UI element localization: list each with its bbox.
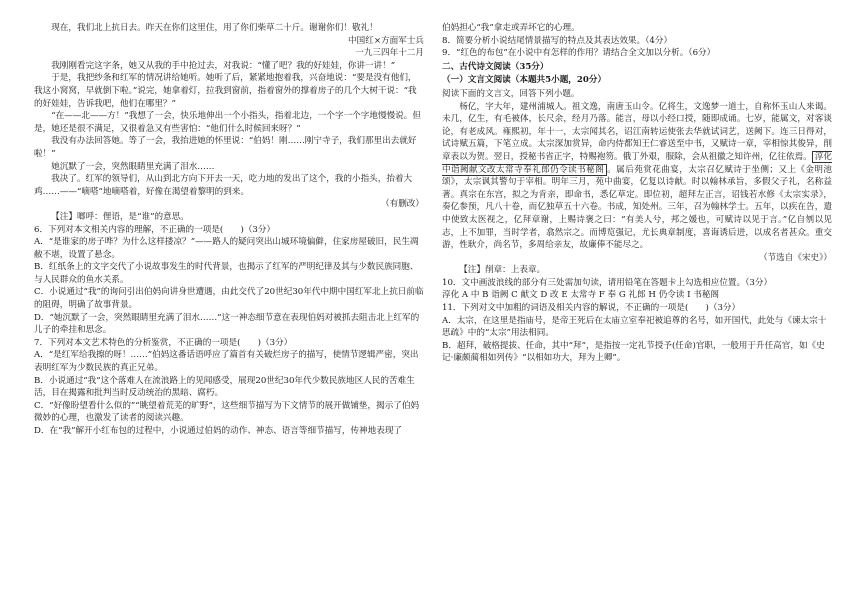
passage-part-1: 杨亿，字大年，建州浦城人。祖文逸，南唐玉山令。亿将生，文逸梦一道士，自称怀玉山人来谒。未几，亿生，有毛被体，长尺余，经月乃落。能言，母以小经口授，随即成诵。七岁，能属文，对客谈论，有老成风。雍熙初，年十一，太宗闻其名，诏江南转运使张去华就试词艺，送阙下。连三日得对，试诗赋五篇，下笔立成。太宗深加赏异，命内侍都知王仁睿送至中书，又赋诗一章，宰相惊其俊异，削章表以为贺。翌日，授秘书省正字，特赐袍笏。俄丁外艰，服除，会从祖徽之知许州，亿往依焉。	[442, 101, 832, 162]
q7-option-c: C．“好像盼望看什么似的”“眺望着荒芜的旷野”，这些细节描写为下文情节的展开做铺垫，揭示了伯妈微妙的心理，也激发了读者的阅读兴趣。	[34, 400, 420, 424]
passage-source: （节选自《宋史》）	[758, 252, 832, 263]
reading-instruction: 阅读下面的文言文，回答下列小题。	[442, 88, 580, 99]
story-paragraph-5: 她沉默了一会，突然眼睛里充满了泪水……	[51, 161, 215, 172]
passage-note: 【注】削章：上表章。	[459, 265, 546, 276]
question-6: 6．下列对本文相关内容的理解，不正确的一项是( )（3分）	[34, 224, 276, 235]
letter-text: 现在，我们北上抗日去。昨天在你们这里住，用了你们柴草二十斤。谢谢你们！敬礼！	[51, 23, 378, 33]
q6-option-a: A．“是谁家的房子哗？为什么这样搂凉？”——路人的疑问突出山城环境偏僻，住家房屋破旧，民生凋敝不堪，设置了悬念。	[34, 237, 419, 260]
q6-option-c: C．小说通过“我”的询问引出伯妈向讲身世遭遇，由此交代了20世纪30年代中期中国红军北上抗日前临的阻碍，明确了故事背景。	[34, 287, 424, 311]
story-paragraph-4: 我没有办法回答她。等了一会，我抬进她的怀里说：“伯妈！刚……刚宁寺子，我们那里出去就好啦！”	[34, 136, 417, 159]
letter-signature: 中国红×方面军士兵	[348, 35, 424, 46]
wavy-underlined-sentence: 淳化中诣阙献文改太常寺奉礼郎仍令读书秘阁	[442, 151, 832, 175]
story-paragraph-1: 我刚刚看完这字条，她又从我的手中抢过去，对我说：“懂了吧？我的好娃娃，你讲一讲！”	[51, 60, 396, 71]
question-8: 8．简要分析小说结尾情景描写的特点及其表达效果。（4分）	[442, 35, 673, 46]
question-10: 10．文中画波浪线的部分有三处需加句读，请用铅笔在答题卡上勾选相应位置。（3分）	[442, 277, 773, 288]
right-column	[442, 22, 832, 365]
q6-option-b: B．红纸条上的文字交代了小说故事发生的时代背景，也揭示了红军的严明纪律及其与少数民族同胞、与人民群众的鱼水关系。	[34, 262, 419, 285]
subsection-1-heading: （一）文言文阅读（本题共5小题，20分）	[442, 75, 607, 86]
letter-date: 一九三四年十二月	[355, 48, 424, 59]
story-paragraph-2: 于是，我把纱条和红军的情况讲给她听。她听了后，紧紧地抱着我，兴奋地说：“要是没有他们，我这小窝窝，早就倒下啦。”说完，她拿着灯，拉我到窗前，指着窗外的撑着房子的几个大树干说：“我的好娃娃，告诉我吧，他们在哪里？”	[34, 73, 417, 109]
story-source: （有删改）	[381, 199, 424, 210]
q11-option-b: B．超拜，破格提拔、任命，其中“拜”，是指按一定礼节授予(任命)官职，一般用于升任高官，如《史记·廉颇蔺相如列传》“以相如功大，拜为上卿”。	[442, 340, 825, 364]
q7-option-a: A．“是红军给我擦的呀！……”伯妈这番话语呼应了篇首有关破烂房子的描写，使情节逻辑严密，突出表明红军为少数民族的真正兄弟。	[34, 350, 419, 374]
classical-passage	[442, 101, 832, 252]
question-9: 9．“红色的布包”在小说中有怎样的作用？请结合全文加以分析。（6分）	[442, 48, 716, 59]
story-paragraph-3: “在——北——方！”我想了一会，快乐地伸出一个小指头，指着北边，一个字一个字地慢慢说。但是，她还是很不满足，又很着急又有些害怕：“他们什么时候回来呀？”	[34, 111, 421, 134]
q7-option-d-cont: 伯妈担心“我”拿走或弄坏它的心理。	[442, 23, 580, 33]
story-note: 【注】啷呼：俚语，是“谁”的意思。	[51, 211, 189, 222]
question-7: 7．下列对本文艺术特色的分析鉴赏，不正确的一项是( )（3分）	[34, 337, 293, 348]
story-paragraph-6: 我决了。红军的领导们，从山到北方向下开去一天，吃力地的发出了这个，我的小指头，抬着大鸡……——“嘀嗒”地嘀嗒着，好像在渴望着黎明的到来。	[34, 174, 413, 197]
section-2-heading: 二、古代诗文阅读（35分）	[442, 61, 549, 72]
q7-option-d: D．在“我”解开小红布包的过程中，小说通过伯妈的动作、神态、语言等细节描写，传神地表现了	[34, 426, 403, 436]
q10-punctuation-line: 淳化 A 中 B 诣阙 C 献文 D 改 E 太常寺 F 奉 G 礼郎 H 仍令读 I 书秘阁	[442, 290, 720, 301]
q11-option-a: A．太宗，在这里是指庙号，是帝王死后在太庙立室奉祀被追尊的名号，如开国代，此处与《谏太宗十思疏》中的“太宗”用法相同。	[442, 315, 827, 339]
q7-option-b: B．小说通过“我”这个落难人在流浪路上的见闻感受，展现20世纪30年代少数民族地区人民的苦难生活，目在揭露和批判当时反动统治的黑暗、腐朽。	[34, 375, 415, 399]
passage-part-2: 。属后苑赏花曲宴，太宗召亿赋诗于坐侧；又上《金明池颂》，太宗讽其警句于宰相。明年三月，苑中曲宴，亿复以诗献。时以翰林承旨，多假父子礼，名称益著。真宗在东宫，拟之为肯亲，即命书，悉亿草定。即位初，超拜左正言，诏钱若水修《太宗实录》，奏亿参预，凡八十卷，而亿独草五十六卷。书成，知处州。三年，召为翰林学士。五年，以疾在告，遣中使致太医视之，亿拜章谢，上赐诗褒之曰：“有美人兮，邦之媛也，可赋诗以见于言。”亿自刎以见志，上不加罪，当时学者，翕然宗之。而博览强记，尤长典章制度，喜诲诱后进，以成名者甚众。重交游，性耿介，尚名节，多周给亲友，故廉俸不能尽之。	[442, 164, 832, 251]
question-11: 11．下列对文中加粗的词语及相关内容的解说，不正确的一项是( )（3分）	[442, 303, 741, 314]
q6-option-d: D．“她沉默了一会，突然眼睛里充满了泪水……”这一神态细节意在表现伯妈对被抓去阻击北上红军的儿子的牵挂和思念。	[34, 312, 420, 336]
left-column	[34, 22, 424, 438]
